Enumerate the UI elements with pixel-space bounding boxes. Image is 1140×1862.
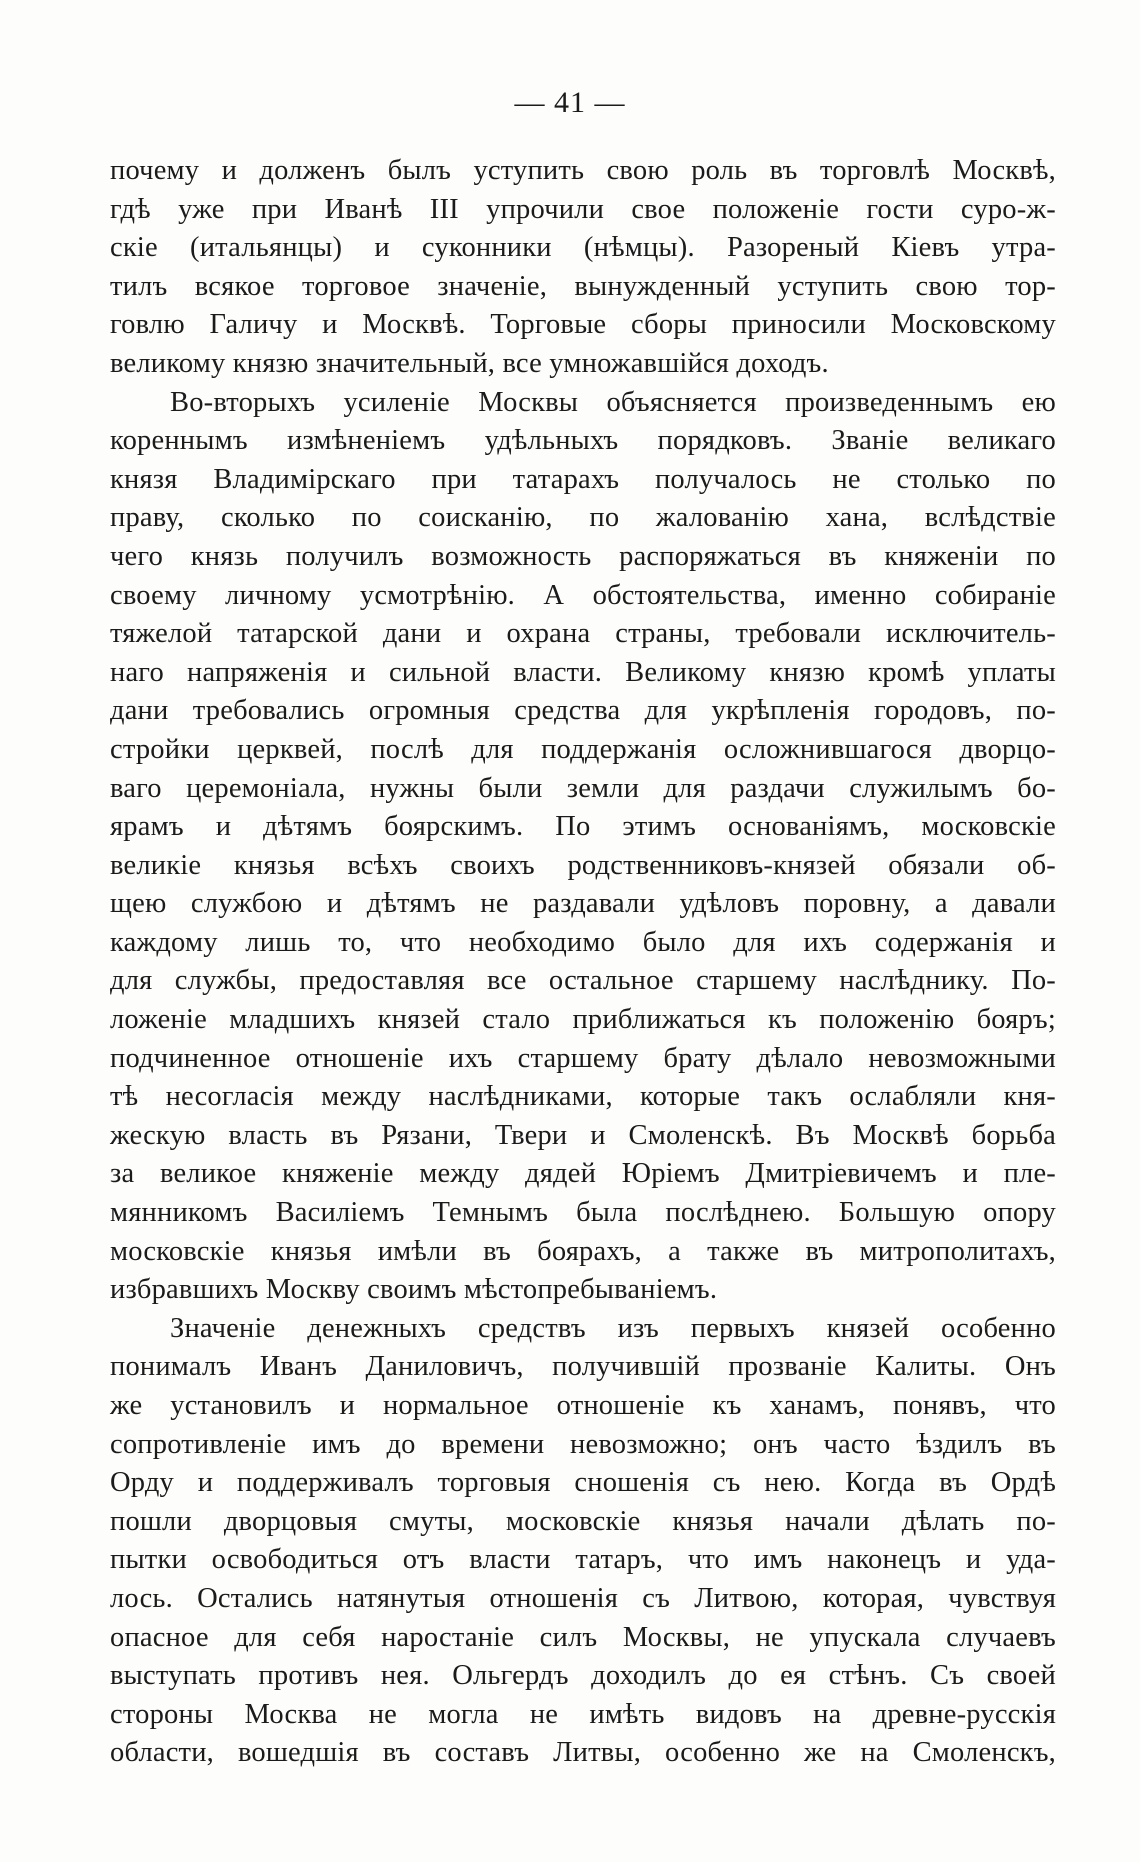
- text-line: гдѣ уже при Иванѣ III упрочили свое положеніе гости суро-ж-: [110, 193, 1056, 225]
- text-line: выступать противъ нея. Ольгердъ доходилъ до ея стѣнъ. Съ своей: [110, 1660, 1056, 1692]
- text-line: наго напряженія и сильной власти. Великому князю кромѣ уплаты: [110, 656, 1056, 688]
- text-line: скіе (итальянцы) и суконники (нѣмцы). Разореный Кіевъ утра-: [110, 232, 1056, 264]
- text-line: ваго церемоніала, нужны были земли для раздачи служилымъ бо-: [110, 772, 1056, 804]
- text-line: тяжелой татарской дани и охрана страны, требовали исключитель-: [110, 618, 1056, 650]
- text-line: пытки освободиться отъ власти татаръ, что имъ наконецъ и уда-: [110, 1544, 1056, 1576]
- text-line: мянникомъ Василіемъ Темнымъ была послѣднею. Большую опору: [110, 1197, 1056, 1229]
- text-line: опасное для себя наростаніе силъ Москвы, не упускала случаевъ: [110, 1621, 1056, 1653]
- text-line: за великое княженіе между дядей Юріемъ Дмитріевичемъ и пле-: [110, 1158, 1056, 1190]
- text-line: Орду и поддерживалъ торговыя сношенія съ нею. Когда въ Ордѣ: [110, 1467, 1056, 1499]
- text-line: тилъ всякое торговое значеніе, вынужденный уступить свою тор-: [110, 270, 1056, 302]
- text-line: подчиненное отношеніе ихъ старшему брату дѣлало невозможными: [110, 1042, 1056, 1074]
- text-line: князя Владимірскаго при татарахъ получалось не столько по: [110, 463, 1056, 495]
- text-line: сопротивленіе имъ до времени невозможно; онъ часто ѣздилъ въ: [110, 1428, 1056, 1460]
- text-line: Значеніе денежныхъ средствъ изъ первыхъ князей особенно: [170, 1312, 1056, 1344]
- text-line: избравшихъ Москву своимъ мѣстопребываніемъ.: [110, 1274, 718, 1306]
- text-line: московскіе князья имѣли въ боярахъ, а также въ митрополитахъ,: [110, 1235, 1056, 1267]
- text-line: каждому лишь то, что необходимо было для ихъ содержанія и: [110, 926, 1056, 958]
- text-line: своему личному усмотрѣнію. А обстоятельства, именно собираніе: [110, 579, 1056, 611]
- text-line: почему и долженъ былъ уступить свою роль въ торговлѣ Москвѣ,: [110, 155, 1056, 186]
- text-line: ложеніе младшихъ князей стало приближаться къ положенію бояръ;: [110, 1004, 1056, 1036]
- text-line: чего князь получилъ возможность распоряжаться въ княженіи по: [110, 540, 1056, 572]
- text-line: лось. Остались натянутыя отношенія съ Литвою, которая, чувствуя: [110, 1582, 1056, 1614]
- text-line: понималъ Иванъ Даниловичъ, получившій прозваніе Калиты. Онъ: [110, 1351, 1056, 1383]
- text-line: великіе князья всѣхъ своихъ родственниковъ-князей обязали об-: [110, 849, 1056, 881]
- text-line: же установилъ и нормальное отношеніе къ ханамъ, понявъ, что: [110, 1390, 1056, 1421]
- text-line: дани требовались огромныя средства для укрѣпленія городовъ, по-: [110, 695, 1056, 727]
- text-line: тѣ несогласія между наслѣдниками, которые такъ ослабляли кня-: [110, 1081, 1056, 1113]
- text-line: праву, сколько по соисканію, по жалованію хана, вслѣдствіе: [110, 502, 1056, 534]
- body-text: [110, 152, 1056, 1773]
- text-line: стройки церквей, послѣ для поддержанія осложнившагося дворцо-: [110, 733, 1056, 765]
- text-line: стороны Москва не могла не имѣть видовъ на древне-русскія: [110, 1698, 1056, 1730]
- text-line: щею службою и дѣтямъ не раздавали удѣловъ поровну, а давали: [110, 888, 1056, 920]
- text-line: великому князю значительный, все умножавшійся доходъ.: [110, 347, 829, 379]
- text-line: жескую власть въ Рязани, Твери и Смоленскѣ. Въ Москвѣ борьба: [110, 1119, 1056, 1151]
- text-line: ярамъ и дѣтямъ боярскимъ. По этимъ основаніямъ, московскіе: [110, 811, 1056, 843]
- text-line: пошли дворцовыя смуты, московскіе князья начали дѣлать по-: [110, 1505, 1056, 1537]
- text-line: области, вошедшія въ составъ Литвы, особенно же на Смоленскъ,: [110, 1737, 1056, 1769]
- text-line: кореннымъ измѣненіемъ удѣльныхъ порядковъ. Званіе великаго: [110, 425, 1056, 457]
- text-line: Во-вторыхъ усиленіе Москвы объясняется произведеннымъ ею: [170, 386, 1056, 418]
- page-number: — 41 —: [514, 86, 626, 119]
- text-line: для службы, предоставляя все остальное старшему наслѣднику. По-: [110, 965, 1056, 997]
- text-line: говлю Галичу и Москвѣ. Торговые сборы приносили Московскому: [110, 309, 1056, 341]
